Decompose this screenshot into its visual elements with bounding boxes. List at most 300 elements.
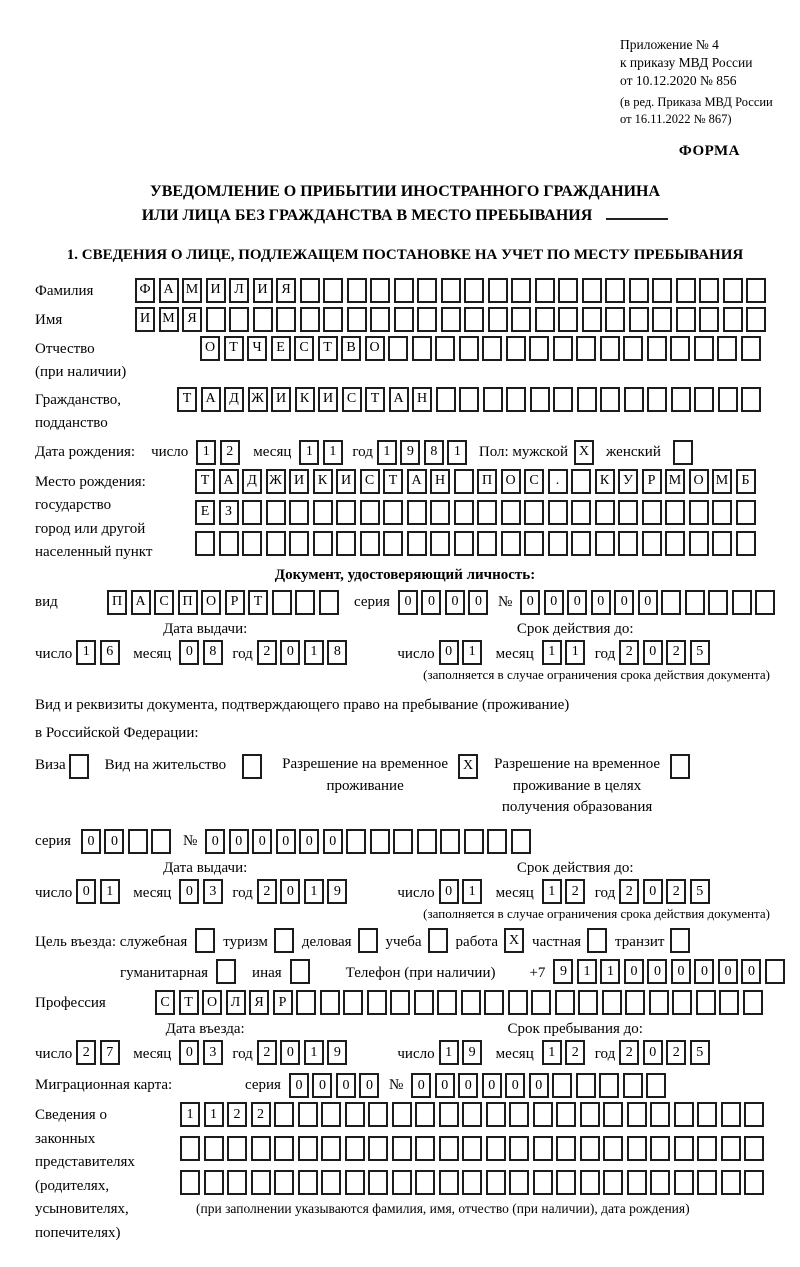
char-box (345, 1102, 365, 1127)
char-box (676, 278, 696, 303)
profession-boxes (155, 990, 766, 1015)
residence-number-boxes (205, 829, 534, 854)
month-label: месяц (495, 1045, 534, 1062)
edition-block (620, 94, 775, 127)
char-box (576, 1073, 596, 1098)
char-box (368, 1170, 388, 1195)
char-box: 2 (227, 1102, 247, 1127)
representatives-row (35, 1102, 775, 1243)
char-box (336, 531, 356, 556)
residence-doc-intro-line-1: Вид и реквизиты документа, подтверждающего право на пребывание (проживание) (35, 696, 570, 713)
form-title-line-2-text: ИЛИ ЛИЦА БЕЗ ГРАЖДАНСТВА В МЕСТО ПРЕБЫВАНИЯ (141, 206, 593, 224)
char-box: 0 (505, 1073, 525, 1098)
char-box (487, 829, 507, 854)
char-box (649, 990, 669, 1015)
surname-row (35, 278, 775, 303)
char-box (417, 278, 437, 303)
char-box (582, 278, 602, 303)
char-box (441, 307, 461, 332)
char-box (582, 307, 602, 332)
char-box (151, 829, 171, 854)
month-label: месяц (133, 884, 172, 901)
residence-series-label: серия (35, 832, 71, 849)
char-box (647, 387, 667, 412)
char-box (712, 531, 732, 556)
char-box (370, 278, 390, 303)
char-box (370, 829, 390, 854)
doc-valid-until-label: Срок действия до: (516, 620, 634, 637)
char-box (272, 590, 292, 615)
doc-issue-date (35, 640, 375, 665)
doc-valid-year-boxes (619, 640, 713, 665)
birth-place-boxes-line-2 (195, 500, 759, 525)
char-box: 1 (542, 640, 562, 665)
char-box (627, 1136, 647, 1161)
doc-valid-month-boxes (542, 640, 589, 665)
char-box: С (155, 990, 175, 1015)
char-box (533, 1170, 553, 1195)
residence-valid-note: (заполняется в случае ограничения срока действия документа) (423, 906, 770, 922)
char-box: Р (225, 590, 245, 615)
entry-year-boxes (257, 1040, 351, 1065)
char-box: А (389, 387, 409, 412)
char-box: Т (179, 990, 199, 1015)
char-box (625, 990, 645, 1015)
representatives-boxes-line-3 (180, 1170, 768, 1195)
char-box (708, 590, 728, 615)
char-box: П (178, 590, 198, 615)
char-box: 1 (377, 440, 397, 465)
char-box (755, 590, 775, 615)
char-box: 0 (435, 1073, 455, 1098)
char-box (180, 1170, 200, 1195)
char-box: 0 (614, 590, 634, 615)
char-box: Ф (135, 278, 155, 303)
char-box: 1 (76, 640, 96, 665)
month-label: месяц (495, 645, 534, 662)
residence-series-boxes (81, 829, 175, 854)
char-box (253, 307, 273, 332)
char-box (407, 500, 427, 525)
doc-series-label: серия (354, 593, 390, 610)
char-box (323, 278, 343, 303)
char-box: А (219, 469, 239, 494)
char-box (603, 1136, 623, 1161)
char-box (652, 307, 672, 332)
char-box (298, 1136, 318, 1161)
entry-date (35, 1040, 375, 1065)
char-box (251, 1170, 271, 1195)
char-box (415, 1102, 435, 1127)
char-box: У (618, 469, 638, 494)
purpose-work-label: работа (455, 933, 499, 950)
char-box (699, 278, 719, 303)
char-box (295, 590, 315, 615)
char-box (650, 1136, 670, 1161)
char-box (370, 307, 390, 332)
char-box (276, 307, 296, 332)
char-box (345, 1136, 365, 1161)
char-box (600, 336, 620, 361)
representatives-boxes-line-2 (180, 1136, 768, 1161)
char-box (501, 500, 521, 525)
char-box (605, 307, 625, 332)
given-name-label: Имя (35, 311, 63, 328)
birth-place-label-line-3: город или другой (35, 520, 146, 537)
char-box: 9 (553, 959, 573, 984)
char-box (624, 387, 644, 412)
char-box (765, 959, 785, 984)
char-box (383, 500, 403, 525)
char-box (321, 1170, 341, 1195)
char-box: 2 (619, 1040, 639, 1065)
edition-line-2: от 16.11.2022 № 867) (620, 111, 732, 126)
doc-issue-date-label: Дата выдачи: (163, 620, 248, 637)
char-box (345, 1170, 365, 1195)
year-label: год (232, 884, 253, 901)
char-box: 0 (529, 1073, 549, 1098)
visit-purpose-row-2 (120, 959, 775, 984)
visit-purpose-row (35, 928, 775, 953)
char-box (694, 387, 714, 412)
char-box: Ж (248, 387, 268, 412)
char-box (603, 1170, 623, 1195)
char-box: 0 (76, 879, 96, 904)
representatives-label-line-6: попечителях) (35, 1224, 121, 1241)
char-box (289, 531, 309, 556)
char-box (723, 307, 743, 332)
citizenship-label (35, 387, 177, 434)
char-box (219, 531, 239, 556)
char-box: 8 (203, 640, 223, 665)
char-box (672, 990, 692, 1015)
char-box (368, 1102, 388, 1127)
char-box: 2 (666, 640, 686, 665)
char-box (511, 307, 531, 332)
char-box (511, 829, 531, 854)
residence-doc-intro (35, 691, 775, 748)
doc-type-label: вид (35, 593, 58, 610)
doc-valid-day-boxes (439, 640, 486, 665)
char-box: Ж (266, 469, 286, 494)
residence-doc-intro-line-2: в Российской Федерации: (35, 725, 199, 742)
char-box (524, 500, 544, 525)
char-box (627, 1170, 647, 1195)
identity-doc-heading: Документ, удостоверяющий личность: (274, 566, 536, 583)
char-box (712, 500, 732, 525)
birth-place-label (35, 469, 195, 563)
char-box: 2 (565, 879, 585, 904)
day-label: число (151, 443, 189, 460)
char-box (439, 1136, 459, 1161)
char-box: О (365, 336, 385, 361)
char-box (392, 1136, 412, 1161)
char-box (671, 387, 691, 412)
char-box: 0 (567, 590, 587, 615)
gender-female-checkbox (673, 440, 693, 465)
char-box: Я (276, 278, 296, 303)
profession-label: Профессия (35, 995, 106, 1012)
char-box: Н (412, 387, 432, 412)
purpose-transit-label: транзит (615, 933, 665, 950)
doc-valid-date (375, 640, 775, 665)
char-box: 0 (638, 590, 658, 615)
purpose-humanitarian-label: гуманитарная (120, 964, 209, 981)
char-box (741, 336, 761, 361)
char-box (298, 1102, 318, 1127)
char-box (689, 531, 709, 556)
char-box (486, 1136, 506, 1161)
char-box (732, 590, 752, 615)
migration-card-label: Миграционная карта: (35, 1076, 173, 1093)
char-box: 0 (643, 879, 663, 904)
month-label: месяц (253, 443, 292, 460)
birth-day-boxes (196, 440, 243, 465)
char-box (599, 1073, 619, 1098)
stay-until-date (375, 1040, 775, 1065)
purpose-business-label: деловая (301, 933, 352, 950)
char-box (627, 1102, 647, 1127)
char-box (602, 990, 622, 1015)
char-box (600, 387, 620, 412)
char-box (383, 531, 403, 556)
purpose-study-checkbox (428, 928, 448, 953)
purpose-private-label: частная (532, 933, 582, 950)
residence-issue-month-boxes (179, 879, 226, 904)
char-box (461, 990, 481, 1015)
char-box: И (336, 469, 356, 494)
char-box (629, 278, 649, 303)
birth-date-label: Дата рождения: (35, 443, 136, 460)
char-box: 2 (257, 640, 277, 665)
char-box: 0 (276, 829, 296, 854)
char-box: К (313, 469, 333, 494)
char-box: Т (177, 387, 197, 412)
char-box: И (206, 278, 226, 303)
char-box: 2 (251, 1102, 271, 1127)
char-box: 0 (179, 879, 199, 904)
char-box: 0 (205, 829, 225, 854)
doc-series-boxes (398, 590, 492, 615)
residence-issue-year-boxes (257, 879, 351, 904)
char-box (578, 990, 598, 1015)
char-box: А (131, 590, 151, 615)
char-box: Д (224, 387, 244, 412)
doc-number-label: № (497, 593, 513, 610)
given-name-boxes (135, 307, 770, 332)
char-box (464, 278, 484, 303)
representatives-label (35, 1102, 180, 1243)
stay-year-boxes (619, 1040, 713, 1065)
char-box (360, 531, 380, 556)
char-box (647, 336, 667, 361)
char-box (558, 307, 578, 332)
char-box (242, 500, 262, 525)
char-box (439, 1170, 459, 1195)
char-box: 9 (462, 1040, 482, 1065)
year-label: год (232, 645, 253, 662)
day-label: число (397, 645, 435, 662)
representatives-label-line-5: усыновителях, (35, 1201, 129, 1218)
temp-permit-label-line-2: проживание (326, 777, 404, 794)
char-box: Ч (247, 336, 267, 361)
representatives-boxes-group (180, 1102, 768, 1217)
char-box: 1 (462, 879, 482, 904)
citizenship-label-line-2: подданство (35, 415, 108, 432)
char-box: Я (249, 990, 269, 1015)
char-box (576, 336, 596, 361)
char-box (477, 500, 497, 525)
char-box: С (524, 469, 544, 494)
representatives-label-line-2: законных (35, 1130, 96, 1147)
char-box (511, 278, 531, 303)
char-box (674, 1136, 694, 1161)
char-box (454, 469, 474, 494)
char-box (430, 531, 450, 556)
char-box: 0 (544, 590, 564, 615)
purpose-transit-checkbox (670, 928, 690, 953)
char-box: Т (365, 387, 385, 412)
char-box (605, 278, 625, 303)
char-box: 2 (619, 640, 639, 665)
char-box (603, 1102, 623, 1127)
char-box (674, 1170, 694, 1195)
temp-permit-edu-label (494, 754, 660, 819)
char-box: 0 (624, 959, 644, 984)
char-box: 5 (690, 879, 710, 904)
char-box (319, 590, 339, 615)
char-box: 1 (204, 1102, 224, 1127)
char-box (320, 990, 340, 1015)
char-box (508, 990, 528, 1015)
char-box: 1 (304, 640, 324, 665)
char-box (685, 590, 705, 615)
char-box (488, 307, 508, 332)
char-box (242, 531, 262, 556)
purpose-tourism-label: туризм (223, 933, 268, 950)
char-box: Н (430, 469, 450, 494)
char-box (347, 307, 367, 332)
char-box (266, 531, 286, 556)
visa-option (35, 754, 89, 779)
gender-male-label: Пол: мужской (478, 443, 569, 460)
char-box (506, 336, 526, 361)
char-box (313, 531, 333, 556)
char-box: 0 (421, 590, 441, 615)
doc-issue-year-boxes (257, 640, 351, 665)
profession-row (35, 990, 775, 1015)
char-box: 0 (359, 1073, 379, 1098)
char-box: О (201, 590, 221, 615)
residence-permit-label: Вид на жительство (104, 756, 227, 773)
char-box: И (289, 469, 309, 494)
char-box (661, 590, 681, 615)
char-box (676, 307, 696, 332)
entry-date-label: Дата въезда: (165, 1021, 245, 1038)
doc-dates-row (35, 640, 775, 665)
char-box (321, 1102, 341, 1127)
char-box (746, 278, 766, 303)
char-box (509, 1136, 529, 1161)
form-title-line-1: УВЕДОМЛЕНИЕ О ПРИБЫТИИ ИНОСТРАННОГО ГРАЖДАНИНА (149, 183, 661, 201)
char-box: Т (318, 336, 338, 361)
char-box: 0 (647, 959, 667, 984)
char-box (696, 990, 716, 1015)
migration-series-boxes (289, 1073, 383, 1098)
char-box (642, 500, 662, 525)
char-box: 1 (542, 1040, 562, 1065)
birth-year-boxes (377, 440, 471, 465)
char-box: С (360, 469, 380, 494)
phone-prefix: +7 (529, 964, 546, 981)
char-box (558, 278, 578, 303)
char-box: 0 (411, 1073, 431, 1098)
char-box (229, 307, 249, 332)
char-box: 1 (299, 440, 319, 465)
char-box (736, 531, 756, 556)
char-box: 8 (424, 440, 444, 465)
form-title-line-2 (35, 204, 775, 227)
char-box: 1 (542, 879, 562, 904)
char-box: Л (229, 278, 249, 303)
residence-valid-month-boxes (542, 879, 589, 904)
temp-permit-edu-label-line-3: получения образования (501, 799, 653, 816)
citizenship-label-line-1: Гражданство, (35, 391, 122, 408)
char-box (392, 1170, 412, 1195)
month-label: месяц (133, 1045, 172, 1062)
patronymic-row (35, 336, 775, 383)
char-box: . (548, 469, 568, 494)
char-box (486, 1102, 506, 1127)
entry-month-boxes (179, 1040, 226, 1065)
char-box: 0 (280, 640, 300, 665)
char-box (501, 531, 521, 556)
char-box (323, 307, 343, 332)
char-box: 1 (180, 1102, 200, 1127)
char-box (509, 1102, 529, 1127)
char-box: 0 (458, 1073, 478, 1098)
char-box (336, 500, 356, 525)
char-box (415, 1136, 435, 1161)
char-box: Е (195, 500, 215, 525)
char-box (251, 1136, 271, 1161)
char-box (571, 500, 591, 525)
char-box (459, 387, 479, 412)
char-box: 2 (257, 1040, 277, 1065)
char-box: 0 (439, 879, 459, 904)
char-box (484, 990, 504, 1015)
char-box (454, 500, 474, 525)
temp-permit-label (282, 754, 448, 798)
char-box (394, 278, 414, 303)
char-box (462, 1102, 482, 1127)
char-box (412, 336, 432, 361)
char-box: 0 (398, 590, 418, 615)
char-box (204, 1170, 224, 1195)
char-box: 0 (468, 590, 488, 615)
char-box (623, 1073, 643, 1098)
char-box: И (135, 307, 155, 332)
given-name-row (35, 307, 775, 332)
char-box: 9 (400, 440, 420, 465)
char-box: М (159, 307, 179, 332)
patronymic-label-line-2: (при наличии) (35, 364, 127, 381)
char-box (718, 387, 738, 412)
char-box (462, 1136, 482, 1161)
char-box: 2 (666, 879, 686, 904)
char-box (744, 1136, 764, 1161)
stay-until-label: Срок пребывания до: (507, 1021, 643, 1038)
